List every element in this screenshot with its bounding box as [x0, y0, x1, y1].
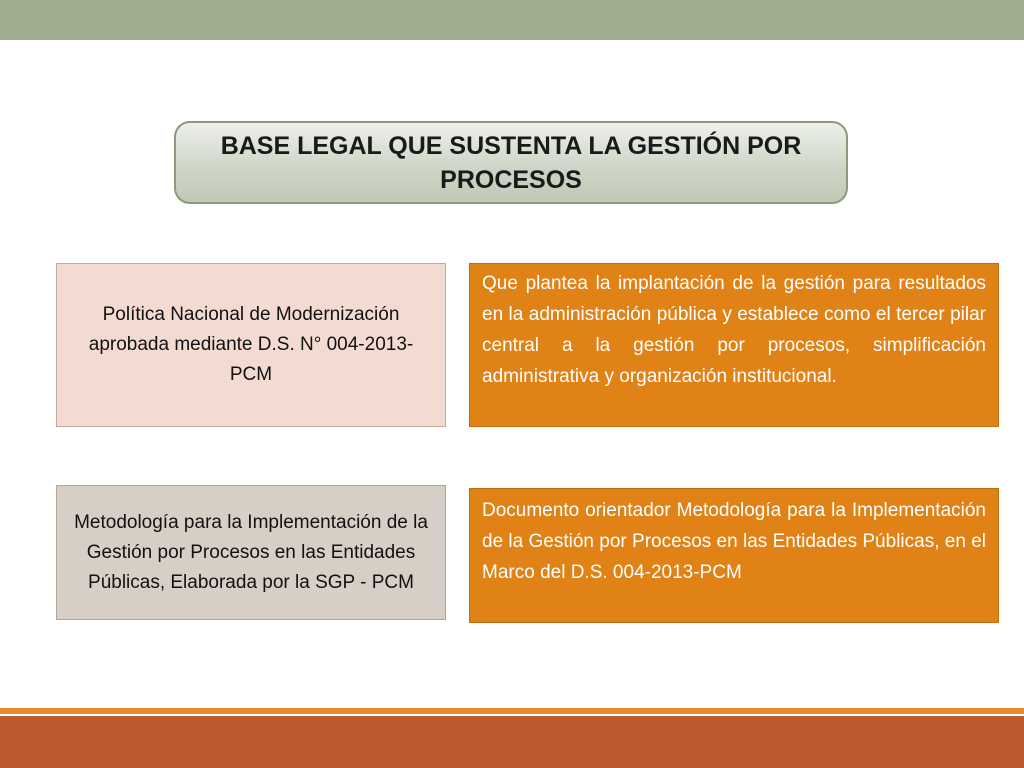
methodology-box: [56, 485, 446, 620]
bottom-decor-bar: [0, 716, 1024, 768]
slide-title-box: [174, 121, 848, 204]
methodology-description-text: Documento orientador Metodología para la Implementación de la Gestión por Procesos en las Entidades Públicas, en el Marco del D.S. 004-2013-PCM: [482, 500, 986, 583]
methodology-text: Metodología para la Implementación de la Gestión por Procesos en las Entidades Públicas, Elaborada por la SGP - PCM: [74, 511, 428, 593]
policy-description-box: [469, 263, 999, 427]
bottom-accent-line: [0, 708, 1024, 714]
slide-title: BASE LEGAL QUE SUSTENTA LA GESTIÓN POR PROCESOS: [220, 131, 802, 194]
policy-text: Política Nacional de Modernización aprobada mediante D.S. N° 004-2013-PCM: [88, 304, 414, 385]
policy-box: [56, 263, 446, 427]
top-decor-bar: [0, 0, 1024, 40]
policy-description-text: Que plantea la implantación de la gestión para resultados en la administración pública y establece como el tercer pilar central a la gestión por procesos, simplificación administrativa y organización institucional.: [482, 273, 986, 387]
methodology-description-box: [469, 488, 999, 623]
